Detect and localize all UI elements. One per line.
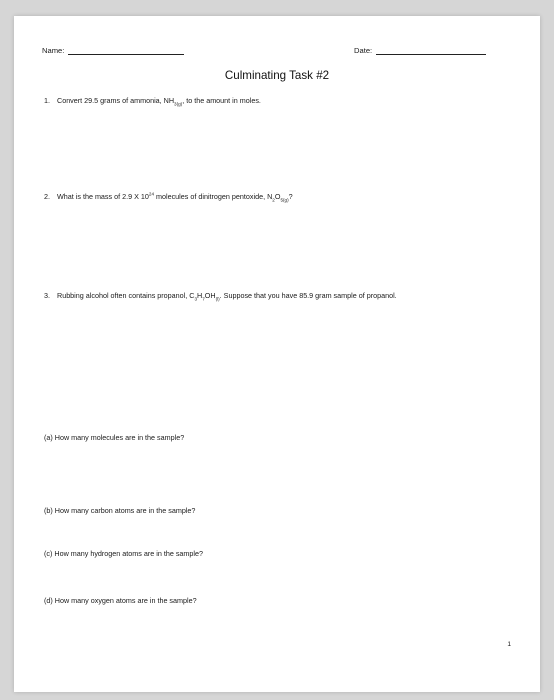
- subquestion-d: (d) How many oxygen atoms are in the sample?: [44, 596, 197, 605]
- question-text: Rubbing alcohol often contains propanol, C: [57, 291, 195, 300]
- formula-subscript: 7: [202, 296, 205, 302]
- page-number: 1: [507, 641, 511, 648]
- name-label: Name:: [42, 46, 65, 55]
- question-text: OH: [204, 291, 216, 300]
- date-label: Date:: [354, 46, 373, 55]
- question-text: molecules of dinitrogen pentoxide, N: [154, 192, 273, 201]
- question-text-tail: ?: [288, 192, 293, 201]
- subquestion-a: (a) How many molecules are in the sample?: [44, 433, 185, 442]
- name-field: [42, 46, 184, 55]
- question-3: [44, 291, 397, 300]
- name-blank-line: [68, 46, 184, 55]
- date-blank-line: [376, 46, 486, 55]
- date-field: [354, 46, 486, 55]
- formula-subscript: 3(g): [174, 101, 183, 107]
- question-2: [44, 192, 293, 201]
- page-title: Culminating Task #2: [224, 69, 330, 82]
- subquestion-c: (c) How many hydrogen atoms are in the sample?: [44, 549, 203, 558]
- formula-subscript: (l): [215, 296, 220, 302]
- question-text-tail: . Suppose that you have 85.9 gram sample of propanol.: [219, 291, 397, 300]
- question-text: What is the mass of 2.9 X 10: [57, 192, 149, 201]
- subquestion-b: (b) How many carbon atoms are in the sample?: [44, 506, 196, 515]
- question-1: [44, 96, 261, 105]
- formula-subscript: 2: [272, 197, 275, 203]
- question-text: Convert 29.5 grams of ammonia, NH: [57, 96, 175, 105]
- question-text: H: [197, 291, 203, 300]
- exponent-superscript: 24: [148, 191, 155, 197]
- formula-subscript: 5(g): [280, 197, 289, 203]
- question-number: 3.: [44, 291, 50, 300]
- question-text: O: [274, 192, 281, 201]
- question-number: 1.: [44, 96, 50, 105]
- question-number: 2.: [44, 192, 50, 201]
- question-text-tail: , to the amount in moles.: [182, 96, 261, 105]
- formula-subscript: 3: [194, 296, 198, 302]
- worksheet-page: [14, 16, 540, 692]
